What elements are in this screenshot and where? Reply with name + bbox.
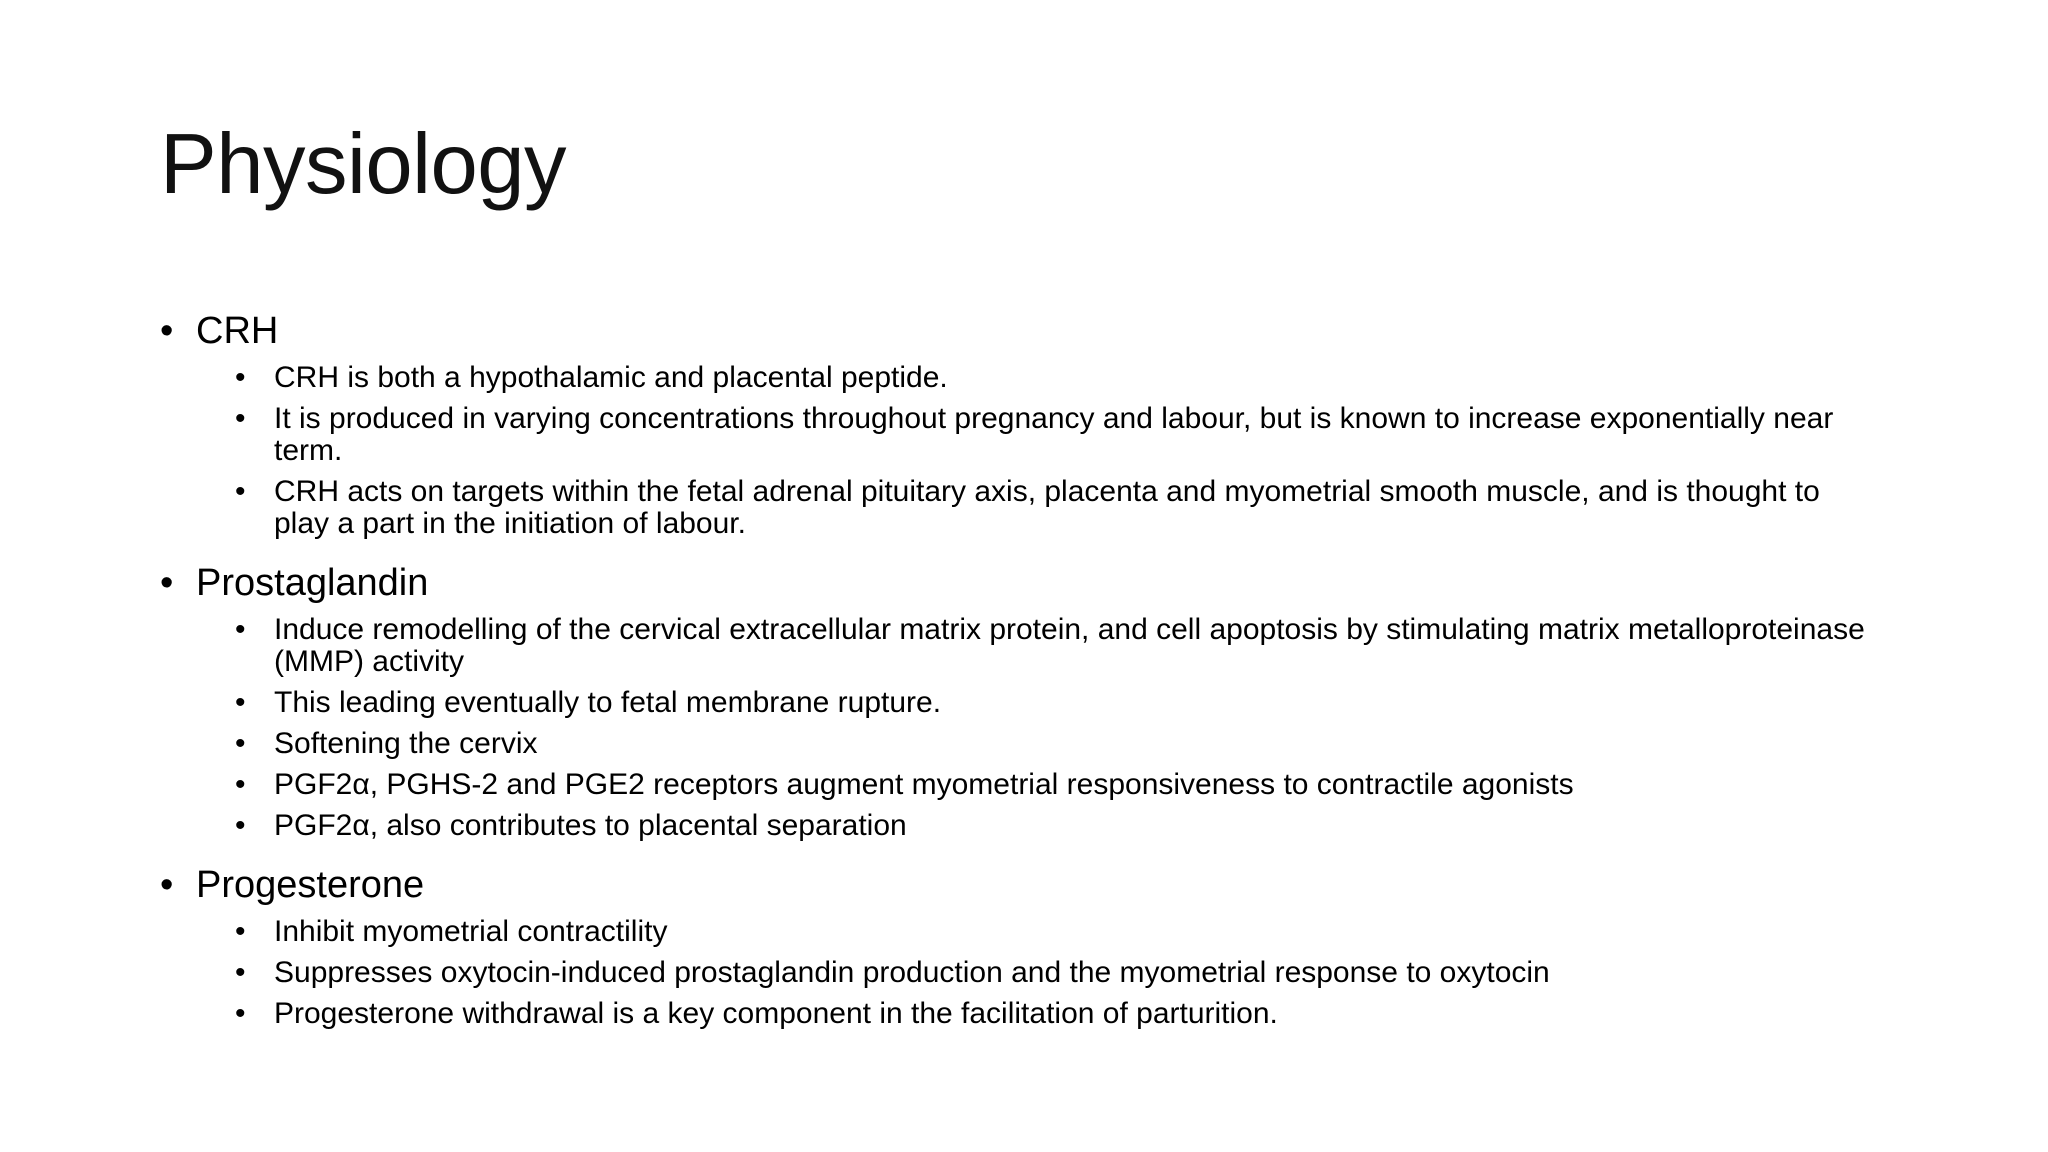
list-item-text: Suppresses oxytocin-induced prostaglandin production and the myometrial response to oxytocin	[274, 956, 1550, 989]
bullet-icon: •	[160, 310, 174, 352]
section-crh	[160, 306, 1880, 540]
slide-title: Physiology	[160, 117, 567, 212]
list-item	[196, 810, 1880, 842]
list-item-text: Progesterone withdrawal is a key component in the facilitation of parturition.	[274, 997, 1278, 1030]
bullet-icon: •	[235, 402, 246, 435]
section-progesterone	[160, 860, 1880, 1030]
sub-bullet-list	[196, 362, 1880, 540]
list-item-text: PGF2α, PGHS-2 and PGE2 receptors augment myometrial responsiveness to contractile agonists	[274, 768, 1574, 801]
bullet-icon: •	[160, 562, 174, 604]
list-item-text: CRH acts on targets within the fetal adrenal pituitary axis, placenta and myometrial smooth muscle, and is thought to play a part in the initiation of labour.	[274, 475, 1820, 540]
list-item-text: Inhibit myometrial contractility	[274, 915, 668, 948]
section-heading: Progesterone	[196, 864, 425, 906]
list-item-text: Softening the cervix	[274, 727, 538, 760]
bullet-icon: •	[160, 864, 174, 906]
list-item	[196, 728, 1880, 760]
bullet-icon: •	[235, 686, 246, 719]
bullet-icon: •	[235, 997, 246, 1030]
list-item-text: CRH is both a hypothalamic and placental peptide.	[274, 361, 948, 394]
list-item	[196, 476, 1880, 540]
bullet-icon: •	[235, 475, 246, 508]
bullet-icon: •	[235, 915, 246, 948]
bullet-icon: •	[235, 809, 246, 842]
list-item	[196, 362, 1880, 394]
bullet-icon: •	[235, 768, 246, 801]
section-heading: CRH	[196, 310, 279, 352]
list-item	[196, 614, 1880, 678]
slide-content	[160, 306, 1880, 1048]
bullet-icon: •	[235, 361, 246, 394]
section-prostaglandin	[160, 558, 1880, 842]
bullet-list	[160, 306, 1880, 1030]
list-item-text: Induce remodelling of the cervical extracellular matrix protein, and cell apoptosis by stimulating matrix metalloproteinase (MMP) activity	[274, 613, 1865, 678]
section-heading: Prostaglandin	[196, 562, 429, 604]
list-item	[196, 916, 1880, 948]
bullet-icon: •	[235, 956, 246, 989]
list-item	[196, 957, 1880, 989]
list-item-text: It is produced in varying concentrations throughout pregnancy and labour, but is known to increase exponentially near term.	[274, 402, 1834, 467]
bullet-icon: •	[235, 727, 246, 760]
list-item	[196, 769, 1880, 801]
sub-bullet-list	[196, 614, 1880, 842]
list-item-text: This leading eventually to fetal membrane rupture.	[274, 686, 942, 719]
list-item	[196, 998, 1880, 1030]
sub-bullet-list	[196, 916, 1880, 1030]
list-item-text: PGF2α, also contributes to placental separation	[274, 809, 907, 842]
list-item	[196, 687, 1880, 719]
list-item	[196, 403, 1880, 467]
bullet-icon: •	[235, 613, 246, 646]
